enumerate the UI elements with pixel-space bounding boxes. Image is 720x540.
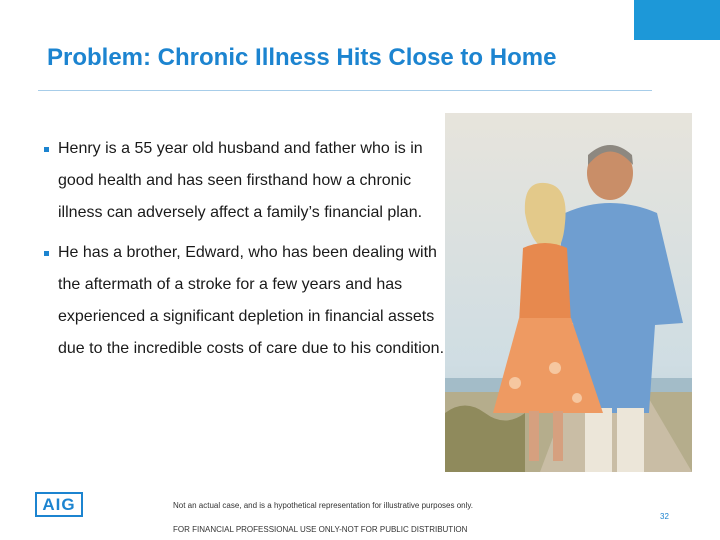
bullet-marker-icon — [44, 251, 49, 256]
bullet-marker-icon — [44, 147, 49, 152]
corner-accent-block — [634, 0, 720, 40]
disclaimer-text: Not an actual case, and is a hypothetical representation for illustrative purposes only. — [173, 501, 474, 510]
distribution-note: FOR FINANCIAL PROFESSIONAL USE ONLY-NOT FOR PUBLIC DISTRIBUTION — [173, 525, 468, 534]
aig-logo: AIG — [35, 492, 83, 517]
slide-title: Problem: Chronic Illness Hits Close to Home — [47, 44, 557, 71]
title-divider — [38, 90, 652, 91]
bullet-text: He has a brother, Edward, who has been dealing with the aftermath of a stroke for a few years and has experienced a significant depletion in financial assets due to the incredible costs of care due to his condition. — [58, 244, 445, 357]
bullet-text: Henry is a 55 year old husband and father who is in good health and has seen firsthand how a chronic illness can adversely affect a family’s financial plan. — [58, 140, 423, 221]
bullet-list — [44, 133, 444, 365]
couple-photo — [445, 113, 692, 472]
page-number: 32 — [660, 512, 669, 521]
bullet-item — [44, 133, 444, 229]
bullet-item — [44, 237, 444, 365]
